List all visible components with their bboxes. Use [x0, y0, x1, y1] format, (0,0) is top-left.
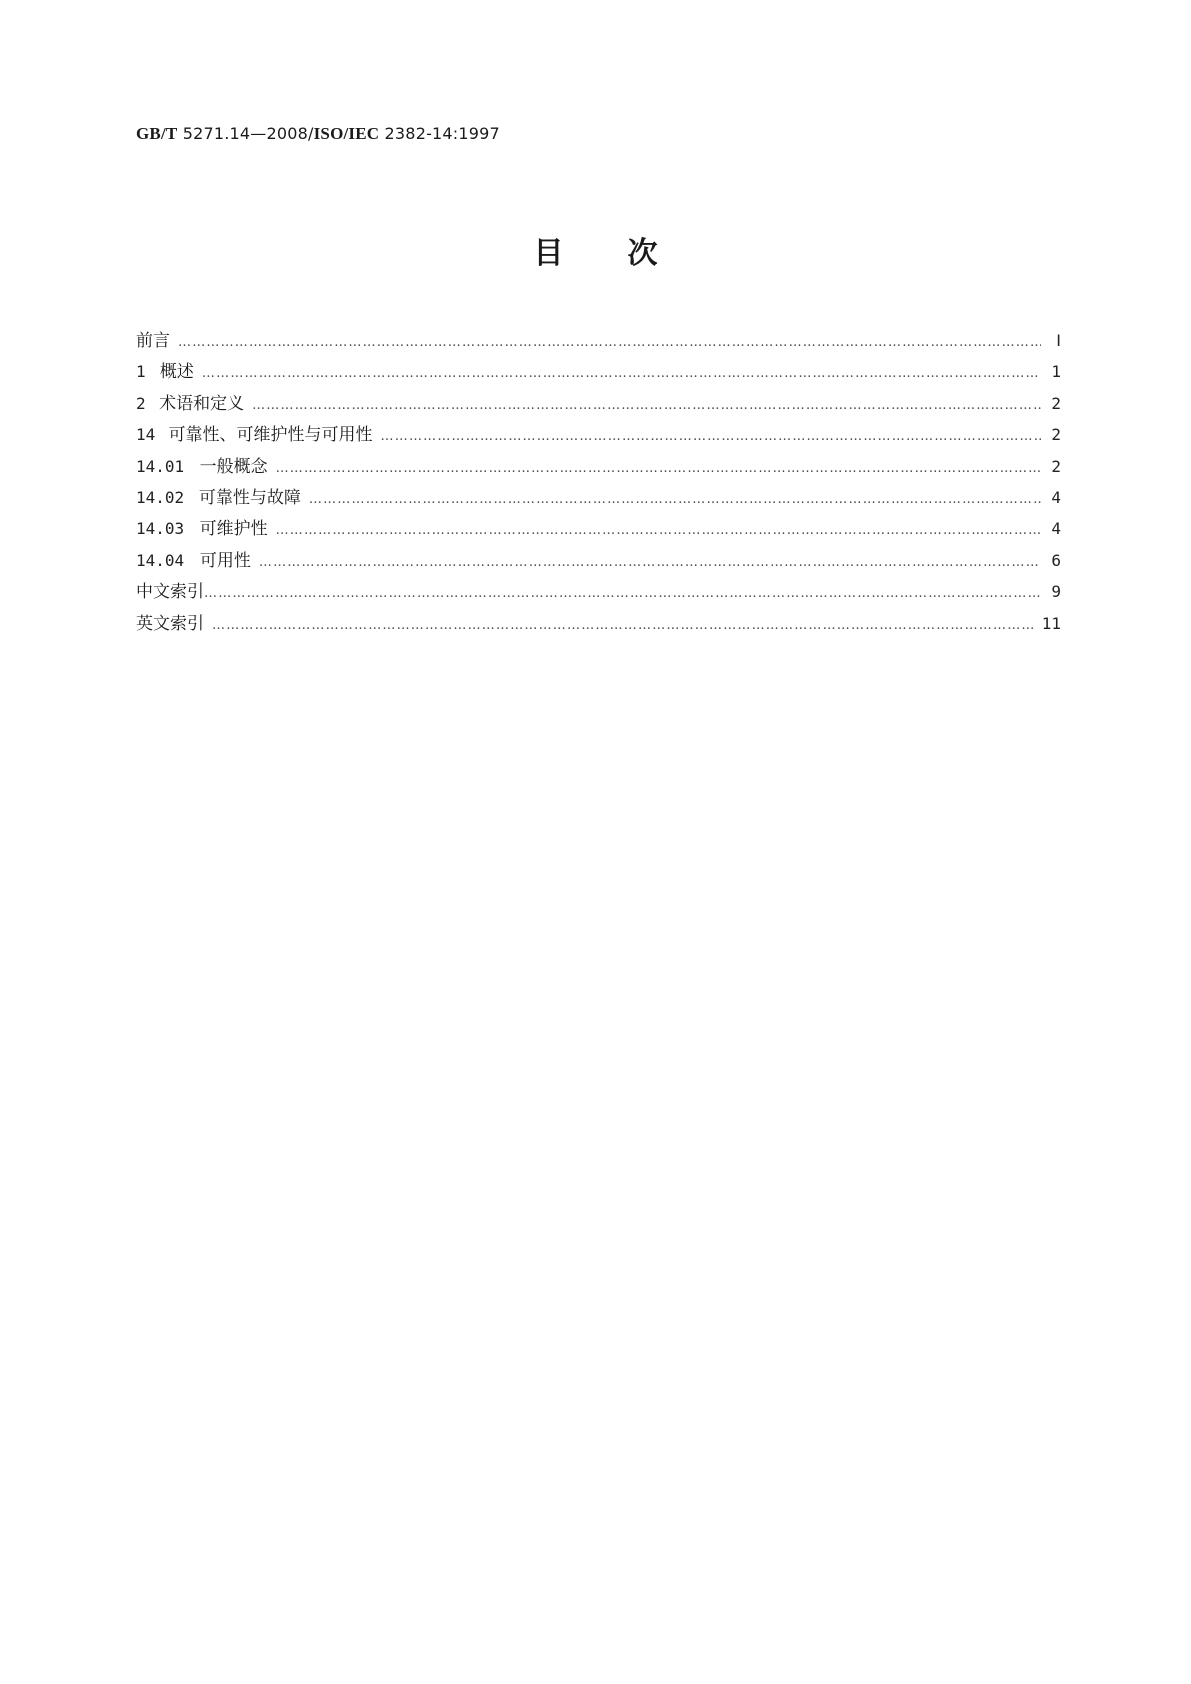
toc-leader — [259, 555, 1041, 570]
toc-entry-label: 概述 — [159, 362, 194, 383]
toc-entry-14-01[interactable] — [136, 452, 1061, 483]
toc-leader — [252, 398, 1041, 413]
toc-entry-page: 6 — [1051, 550, 1061, 570]
toc-entry-page: 9 — [1051, 582, 1061, 602]
toc-entry-english-index[interactable] — [136, 609, 1061, 640]
code-part-number: 5271.14—2008/ — [177, 124, 314, 143]
toc-entry-number: 14.03 — [136, 519, 185, 539]
toc-entry-number: 14.02 — [136, 487, 185, 507]
toc-entry-number: 1 — [136, 362, 146, 382]
code-part-iso: ISO/IEC — [313, 124, 380, 143]
toc-entry-number: 2 — [136, 393, 146, 413]
toc-leader — [309, 492, 1041, 507]
toc-entry-label: 前言 — [136, 331, 170, 351]
page-title — [0, 228, 1191, 272]
toc-leader — [212, 618, 1036, 633]
toc-entry-label: 可靠性、可维护性与可用性 — [168, 425, 373, 446]
toc-entry-page: Ⅰ — [1056, 331, 1061, 350]
toc-entry-14-03[interactable] — [136, 514, 1061, 545]
toc-leader — [202, 366, 1041, 381]
toc-leader — [276, 461, 1041, 476]
toc-leader — [204, 586, 1041, 601]
toc-entry-14[interactable] — [136, 420, 1061, 451]
toc-entry-label: 术语和定义 — [159, 393, 245, 414]
toc-entry-page: 2 — [1051, 425, 1061, 445]
toc-entry-number: 14.01 — [136, 456, 185, 476]
table-of-contents — [136, 326, 1061, 640]
toc-entry-label: 英文索引 — [136, 613, 204, 634]
document-code — [136, 124, 500, 144]
toc-entry-number: 14 — [136, 425, 156, 445]
toc-entry-page: 2 — [1051, 456, 1061, 476]
toc-entry-page: 11 — [1041, 613, 1061, 633]
toc-leader — [276, 523, 1041, 538]
toc-entry-label: 可靠性与故障 — [198, 487, 301, 508]
toc-entry-2[interactable] — [136, 389, 1061, 420]
toc-entry-chinese-index[interactable] — [136, 577, 1061, 608]
toc-entry-page: 4 — [1051, 487, 1061, 507]
toc-entry-preface[interactable] — [136, 326, 1061, 357]
toc-entry-label: 可维护性 — [199, 519, 268, 540]
toc-entry-1[interactable] — [136, 357, 1061, 388]
page-title-char-1: 目 — [533, 236, 564, 271]
toc-leader — [178, 335, 1041, 350]
toc-leader — [381, 429, 1041, 444]
toc-entry-14-04[interactable] — [136, 546, 1061, 577]
toc-entry-number: 14.04 — [136, 550, 185, 570]
toc-entry-label: 一般概念 — [199, 456, 268, 477]
code-part-standard: GB/T — [136, 124, 178, 143]
toc-entry-14-02[interactable] — [136, 483, 1061, 514]
code-part-iso-number: 2382-14:1997 — [379, 124, 500, 143]
toc-entry-page: 1 — [1051, 362, 1061, 382]
page-title-char-2: 次 — [627, 236, 658, 271]
toc-entry-label: 中文索引 — [136, 582, 204, 603]
toc-entry-label: 可用性 — [199, 550, 251, 571]
toc-entry-page: 4 — [1051, 519, 1061, 539]
toc-entry-page: 2 — [1051, 393, 1061, 413]
